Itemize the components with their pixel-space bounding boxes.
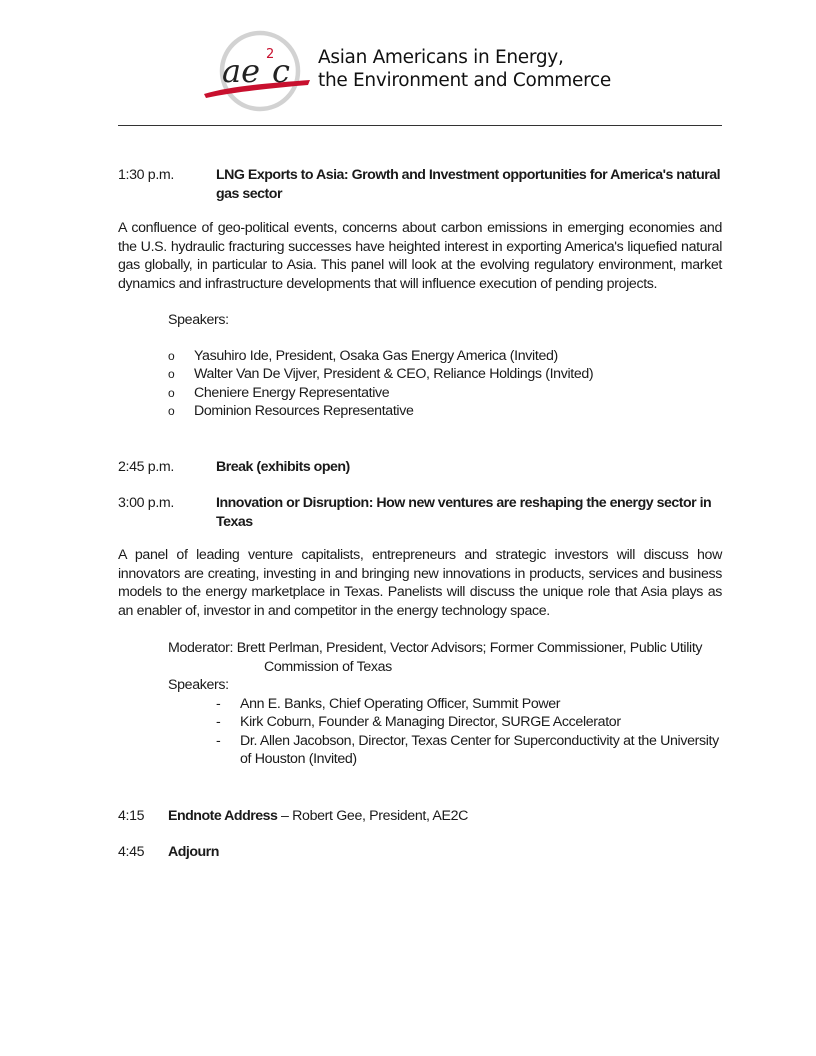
session-detail: – Robert Gee, President, AE2C <box>277 807 469 824</box>
speakers-label: Speakers: <box>168 312 229 328</box>
header-divider <box>118 125 722 126</box>
ae2c-logo <box>200 28 312 114</box>
agenda-time: 2:45 p.m. <box>118 458 174 475</box>
session-description: A confluence of geo-political events, concerns about carbon emissions in emerging economies and the U.S. hydraulic fracturing successes have heighted interest in exporting America's liquefied natural gas globally, in particular to Asia. This panel will look at the evolving regulatory environment, market dynamics and infrastructure developments that will influence execution of pending projects. <box>118 220 722 292</box>
bullet-dash-icon: - <box>216 732 221 749</box>
agenda-item-lng <box>118 166 722 203</box>
speaker-name: Kirk Coburn, Founder & Managing Director, SURGE Accelerator <box>240 714 621 730</box>
moderator <box>168 639 722 676</box>
speaker-list <box>216 695 722 769</box>
speaker-item <box>216 713 722 732</box>
session-title: Endnote Address <box>168 807 278 824</box>
agenda-time: 4:45 <box>118 844 145 860</box>
agenda-item-break <box>118 458 722 477</box>
session-title: LNG Exports to Asia: Growth and Investment opportunities for America's natural gas sector <box>216 167 721 202</box>
speaker-name: Ann E. Banks, Chief Operating Officer, Summit Power <box>240 695 561 712</box>
organization-name <box>318 46 611 92</box>
bullet-dash-icon: - <box>216 714 221 730</box>
org-name-line-1: Asian Americans in Energy, <box>318 47 564 68</box>
bullet-dash-icon: - <box>216 695 221 712</box>
agenda-time: 3:00 p.m. <box>118 495 174 511</box>
bullet-circle-icon: o <box>168 404 175 418</box>
svg-text:ae: ae <box>222 52 261 90</box>
agenda-item-adjourn <box>118 843 722 862</box>
bullet-circle-icon: o <box>168 385 175 400</box>
speaker-item <box>216 732 722 769</box>
speaker-item <box>168 384 722 403</box>
agenda <box>118 166 722 862</box>
svg-text:c: c <box>272 52 290 90</box>
moderator-line-1: Moderator: Brett Perlman, President, Vector Advisors; Former Commissioner, Public Utility <box>168 640 703 656</box>
speaker-item <box>168 365 722 384</box>
agenda-time: 1:30 p.m. <box>118 167 174 183</box>
session-description: A panel of leading venture capitalists, entrepreneurs and strategic investors will discuss how innovators are creating, investing in and bringing new innovations in products, services and business models to the energy marketplace in Texas. Panelists will discuss the unique role that Asia plays as an enabler of, investor in and competitor in the energy technology space. <box>118 547 722 619</box>
speaker-name: Walter Van De Vijver, President & CEO, Reliance Holdings (Invited) <box>194 366 594 382</box>
speaker-item <box>168 347 722 366</box>
session-title: Innovation or Disruption: How new ventures are reshaping the energy sector in Texas <box>216 495 712 530</box>
agenda-item-innovation <box>118 494 722 531</box>
session-title-line <box>168 807 468 826</box>
speaker-name: Yasuhiro Ide, President, Osaka Gas Energy America (Invited) <box>194 347 558 364</box>
agenda-item-endnote <box>118 807 722 826</box>
speaker-item <box>168 402 722 421</box>
speaker-name: Dominion Resources Representative <box>194 403 414 419</box>
moderator-line-2: Commission of Texas <box>264 658 392 675</box>
speakers-label: Speakers: <box>168 677 229 693</box>
session-title: Break (exhibits open) <box>216 458 350 475</box>
speaker-name: Dr. Allen Jacobson, Director, Texas Center for Superconductivity at the University of Houston (Invited) <box>240 732 719 767</box>
speaker-item <box>216 695 722 714</box>
speaker-name: Cheniere Energy Representative <box>194 384 390 401</box>
bullet-circle-icon: o <box>168 348 175 363</box>
svg-text:2: 2 <box>266 47 275 62</box>
speaker-list <box>168 347 722 421</box>
session-title: Adjourn <box>168 844 219 860</box>
bullet-circle-icon: o <box>168 367 175 381</box>
org-name-line-2: the Environment and Commerce <box>318 70 611 91</box>
agenda-time: 4:15 <box>118 807 145 824</box>
